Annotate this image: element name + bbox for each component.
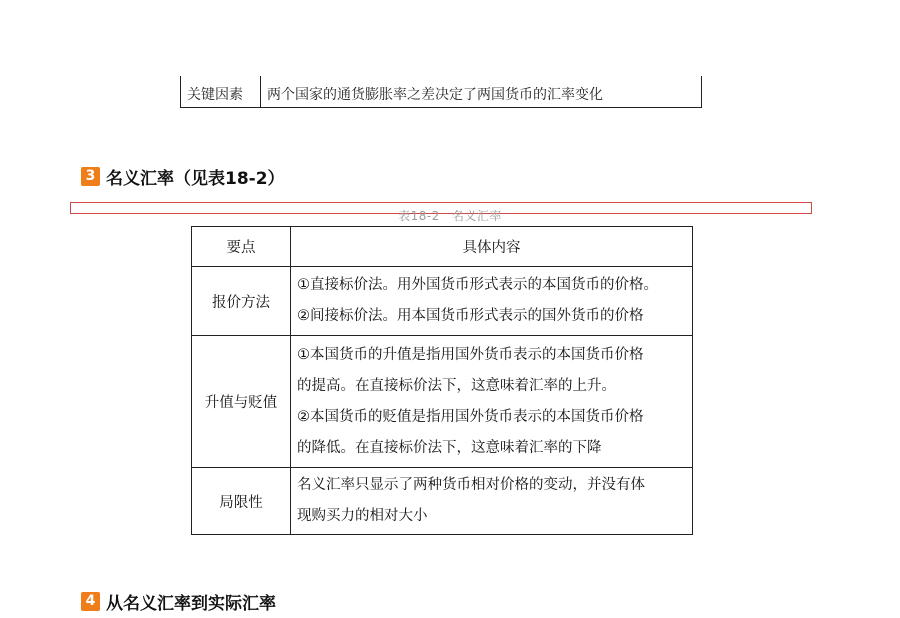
- table-header-row: [192, 227, 693, 267]
- content-line: 名义汇率只显示了两种货币相对价格的变动，并没有体: [297, 477, 645, 493]
- content-line: 的降低。在直接标价法下，这意味着汇率的下降: [297, 439, 602, 456]
- table-row: [192, 468, 693, 535]
- row-key: 报价方法: [192, 267, 291, 336]
- row-key: 升值与贬值: [192, 336, 291, 468]
- content-line: ①本国货币的升值是指用国外货币表示的本国货币价格: [297, 346, 644, 363]
- row-content: [291, 267, 693, 336]
- content-line: 的提高。在直接标价法下，这意味着汇率的上升。: [297, 377, 616, 394]
- content-line: ②本国货币的贬值是指用国外货币表示的本国货币价格: [297, 408, 644, 425]
- table-caption-title: 名义汇率: [451, 209, 502, 223]
- section-heading-3: [81, 164, 285, 189]
- section-number-badge: 3: [81, 167, 100, 186]
- previous-table-fragment: [180, 76, 702, 108]
- header-key: 要点: [192, 227, 291, 267]
- table-row: [192, 267, 693, 336]
- section-title: 从名义汇率到实际汇率: [106, 594, 276, 614]
- table-cell-value: 两个国家的通货膨胀率之差决定了两国货币的汇率变化: [267, 87, 603, 103]
- table-cell-key: 关键因素: [187, 87, 243, 103]
- nominal-exchange-rate-table: [191, 226, 693, 535]
- content-line: 现购买力的相对大小: [297, 508, 428, 524]
- table-caption-number: 表18-2: [398, 209, 440, 223]
- header-value: 具体内容: [291, 227, 693, 267]
- row-content: [291, 336, 693, 468]
- row-content: [291, 468, 693, 535]
- table-row: [192, 336, 693, 468]
- section-number-badge: 4: [81, 592, 100, 611]
- content-line: ①直接标价法。用外国货币形式表示的本国货币的价格。: [297, 277, 658, 293]
- content-line: ②间接标价法。用本国货币形式表示的国外货币的价格: [297, 308, 644, 324]
- section-title: 名义汇率（见表18-2）: [106, 169, 285, 189]
- table-column-divider: [260, 76, 261, 107]
- row-key: 局限性: [192, 468, 291, 535]
- table-caption: [0, 207, 900, 224]
- section-heading-4: [81, 589, 276, 614]
